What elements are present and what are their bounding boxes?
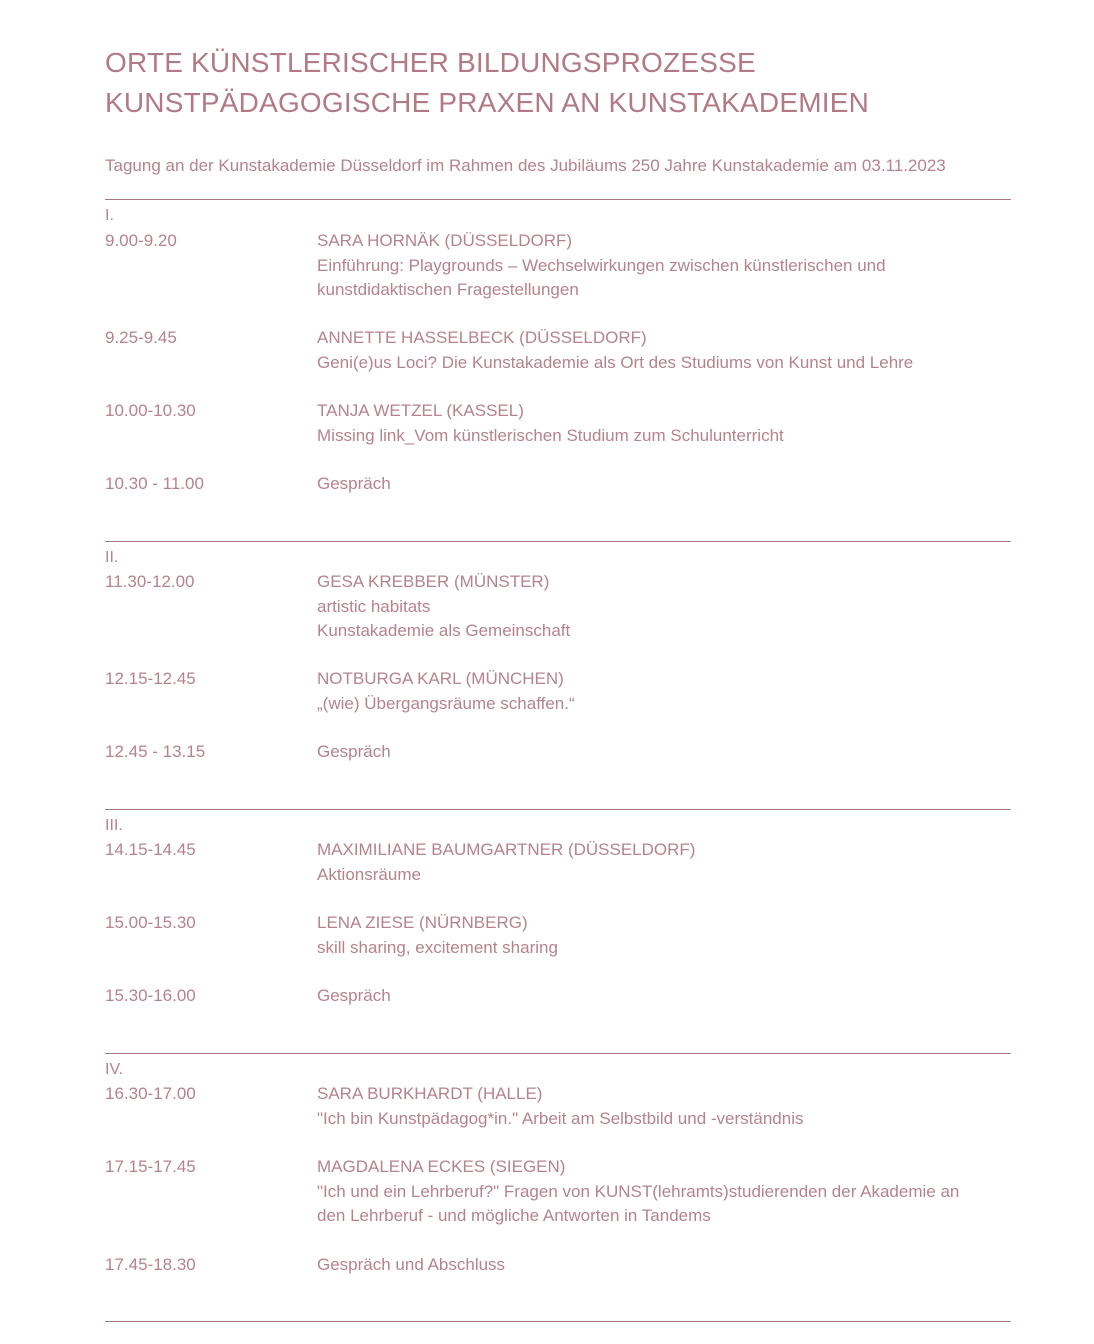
entry-content <box>317 911 1011 960</box>
entry-content <box>317 838 1011 887</box>
entry-time: 9.00-9.20 <box>105 231 177 250</box>
speaker-name: NOTBURGA KARL (MÜNCHEN) <box>317 669 564 688</box>
entry-time: 15.00-15.30 <box>105 913 196 932</box>
speaker-name: TANJA WETZEL (KASSEL) <box>317 401 524 420</box>
talk-title: "Ich bin Kunstpädagog*in." Arbeit am Selbstbild und -verständnis <box>317 1108 804 1128</box>
section-label: I. <box>105 207 114 224</box>
entry-content <box>317 1253 1011 1278</box>
entry-time: 9.25-9.45 <box>105 328 177 347</box>
title-line-2: KUNSTPÄDAGOGISCHE PRAXEN AN KUNSTAKADEMIEN <box>105 87 870 118</box>
talk-title: Kunstakademie als Gemeinschaft <box>317 621 571 640</box>
entry-content <box>317 229 1011 303</box>
speaker-name: ANNETTE HASSELBECK (DÜSSELDORF) <box>317 328 647 347</box>
entry-time: 17.15-17.45 <box>105 1157 196 1176</box>
entry-time: 10.00-10.30 <box>105 401 196 420</box>
entry-content <box>317 326 1011 375</box>
divider <box>105 541 1011 542</box>
talk-title: kunstdidaktischen Fragestellungen <box>317 280 579 299</box>
discussion-label: Gespräch <box>317 474 391 493</box>
talk-title: den Lehrberuf - und mögliche Antworten in Tandems <box>317 1206 711 1225</box>
talk-title: artistic habitats <box>317 596 431 616</box>
speaker-name: LENA ZIESE (NÜRNBERG) <box>317 913 528 932</box>
discussion-label: Gespräch <box>317 986 391 1005</box>
entry-time: 10.30 - 11.00 <box>105 474 204 493</box>
entry-time: 16.30-17.00 <box>105 1084 196 1103</box>
talk-title: Geni(e)us Loci? Die Kunstakademie als Ort des Studiums von Kunst und Lehre <box>317 352 914 372</box>
entry-content <box>317 667 1011 716</box>
subtitle: Tagung an der Kunstakademie Düsseldorf im Rahmen des Jubiläums 250 Jahre Kunstakademie am 03.11.2023 <box>105 156 946 175</box>
entry-time: 14.15-14.45 <box>105 840 196 859</box>
talk-title: Einführung: Playgrounds – Wechselwirkungen zwischen künstlerischen und <box>317 255 886 275</box>
entry-time: 12.15-12.45 <box>105 669 196 688</box>
section-label: IV. <box>105 1061 124 1078</box>
section-label: III. <box>105 817 123 834</box>
entry-content <box>317 1155 1011 1229</box>
entry-time: 11.30-12.00 <box>105 572 195 591</box>
talk-title: "Ich und ein Lehrberuf?" Fragen von KUNST(lehramts)studierenden der Akademie an <box>317 1181 960 1201</box>
speaker-name: SARA HORNÄK (DÜSSELDORF) <box>317 231 573 250</box>
talk-title: „(wie) Übergangsräume schaffen.“ <box>317 693 575 713</box>
entry-content <box>317 399 1011 448</box>
discussion-label: Gespräch und Abschluss <box>317 1255 506 1274</box>
entry-content <box>317 740 1011 765</box>
divider <box>105 1053 1011 1054</box>
entry-time: 15.30-16.00 <box>105 986 196 1005</box>
divider <box>105 1321 1011 1322</box>
entry-content <box>317 570 1011 644</box>
entry-content <box>317 984 1011 1009</box>
talk-title: Missing link_Vom künstlerischen Studium zum Schulunterricht <box>317 425 784 445</box>
speaker-name: MAXIMILIANE BAUMGARTNER (DÜSSELDORF) <box>317 840 696 859</box>
divider <box>105 809 1011 810</box>
talk-title: Aktionsräume <box>317 864 421 884</box>
entry-time: 12.45 - 13.15 <box>105 742 206 761</box>
discussion-label: Gespräch <box>317 742 391 761</box>
speaker-name: SARA BURKHARDT (HALLE) <box>317 1084 543 1103</box>
entry-time: 17.45-18.30 <box>105 1255 196 1274</box>
title-line-1: ORTE KÜNSTLERISCHER BILDUNGSPROZESSE <box>105 47 756 78</box>
section-label: II. <box>105 549 119 566</box>
speaker-name: GESA KREBBER (MÜNSTER) <box>317 572 550 591</box>
speaker-name: MAGDALENA ECKES (SIEGEN) <box>317 1157 566 1176</box>
talk-title: skill sharing, excitement sharing <box>317 937 558 957</box>
entry-content <box>317 1082 1011 1131</box>
entry-content <box>317 472 1011 497</box>
divider <box>105 199 1011 200</box>
